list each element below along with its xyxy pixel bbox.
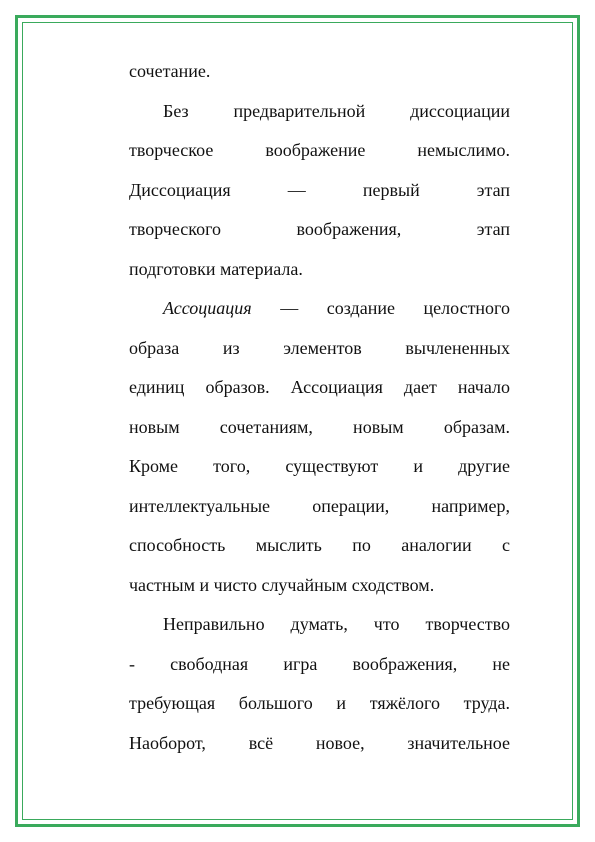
text-line-content: новым сочетаниям, новым образам. — [129, 416, 510, 437]
text-line — [129, 289, 510, 329]
text-line — [129, 645, 510, 685]
text-line-content: Кроме того, существуют и другие — [129, 456, 510, 476]
text-line — [129, 566, 510, 606]
text-line-content: интеллектуальные операции, например, — [129, 495, 510, 516]
text-line-content: образа из элементов вычлененных — [129, 337, 510, 358]
text-line — [129, 408, 510, 448]
text-line — [129, 210, 510, 250]
text-line — [129, 250, 510, 290]
text-line — [129, 605, 510, 645]
text-line-content: творческого воображения, этап — [129, 219, 510, 239]
text-line-content: требующая большого и тяжёлого труда. — [129, 693, 510, 713]
text-line-content: Диссоциация — первый этап — [129, 179, 510, 200]
term-emphasis: Ассоциация — [163, 298, 252, 318]
text-line-content: частным и чисто случайным сходством. — [129, 574, 435, 595]
body-text — [129, 52, 510, 763]
text-line-content: единиц образов. Ассоциация дает начало — [129, 377, 510, 397]
text-line — [129, 684, 510, 724]
text-line-content: Без предварительной диссоциации — [163, 100, 510, 121]
text-line-content: сочетание. — [129, 61, 211, 81]
text-line — [129, 92, 510, 132]
text-line-content: подготовки материала. — [129, 258, 303, 279]
text-line — [129, 724, 510, 764]
text-line-content: Неправильно думать, что творчество — [163, 614, 510, 634]
text-line-content: способность мыслить по аналогии с — [129, 535, 510, 555]
text-line-content: творческое воображение немыслимо. — [129, 140, 510, 160]
text-line — [129, 171, 510, 211]
text-line — [129, 487, 510, 527]
text-line — [129, 52, 510, 92]
text-line — [129, 368, 510, 408]
text-line — [129, 526, 510, 566]
text-line — [129, 447, 510, 487]
text-line-content: Наоборот, всё новое, значительное — [129, 732, 510, 753]
text-line — [129, 131, 510, 171]
text-line-content: - свободная игра воображения, не — [129, 653, 510, 674]
text-line-content: — создание целостного — [251, 298, 510, 318]
text-line — [129, 329, 510, 369]
